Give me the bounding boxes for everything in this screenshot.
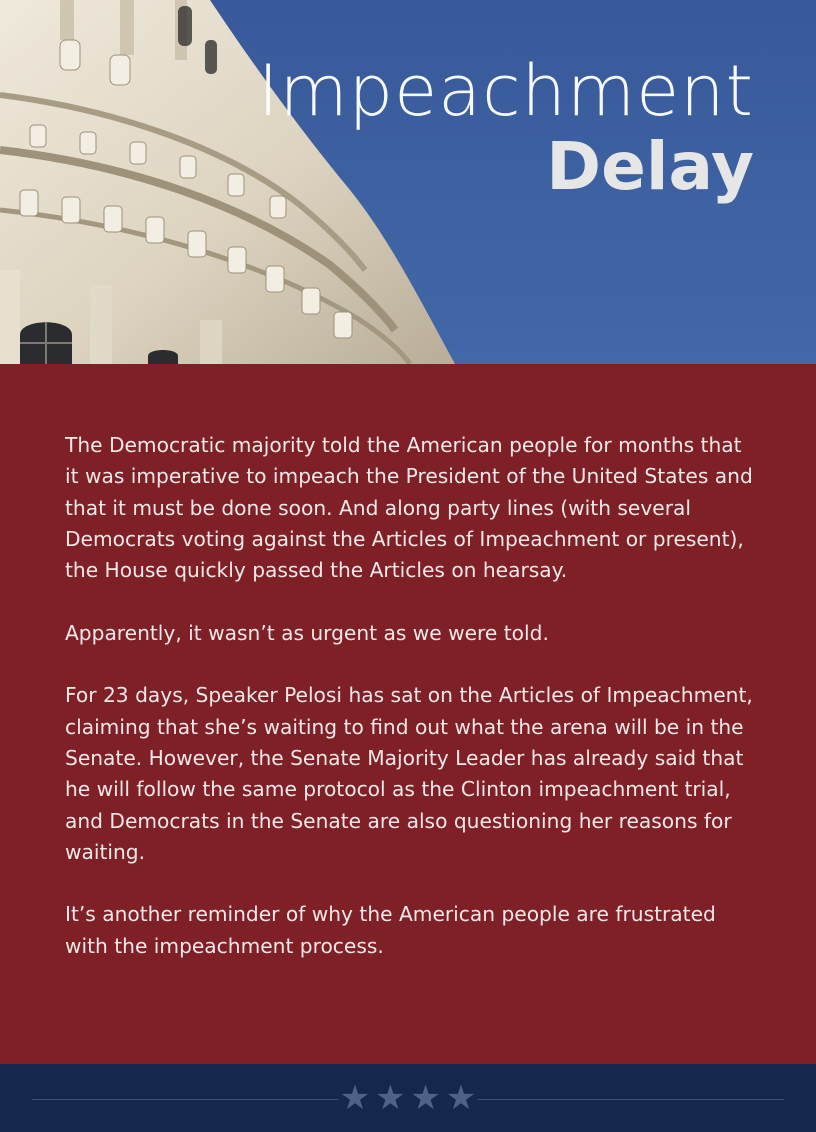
paragraph-urgency: Apparently, it wasn’t as urgent as we were told.	[65, 620, 549, 645]
title-impeachment: Impeachment	[257, 50, 754, 132]
body-panel	[0, 364, 816, 1064]
star-icon: ★	[410, 1078, 441, 1118]
star-row	[338, 1078, 478, 1118]
paragraph-pelosi: For 23 days, Speaker Pelosi has sat on the Articles of Impeachment, claiming that she’s waiting to find out what the arena will be in the Senate. However, the Senate Majority Leader has already said that he will follow the same protocol as the Clinton impeachment trial, and Democrats in the Senate are also questioning her reasons for waiting.	[65, 683, 753, 864]
star-icon: ★	[445, 1078, 477, 1118]
footer-bar	[0, 1064, 816, 1132]
footer-divider-right	[478, 1099, 784, 1100]
star-icon: ★	[375, 1078, 406, 1118]
footer-divider-left	[32, 1099, 338, 1100]
star-icon: ★	[339, 1078, 371, 1118]
paragraph-intro: The Democratic majority told the American people for months that it was imperative to impeach the President of the United States and that it must be done soon. And along party lines (with several Democrats voting against the Articles of Impeachment or present), the House quickly passed the Articles on hearsay.	[65, 433, 753, 583]
header-banner	[0, 0, 816, 364]
title-delay: Delay	[546, 128, 754, 205]
body-text	[65, 430, 755, 962]
title-block	[258, 52, 754, 204]
paragraph-conclusion: It’s another reminder of why the American people are frustrated with the impeachment process.	[65, 902, 716, 958]
